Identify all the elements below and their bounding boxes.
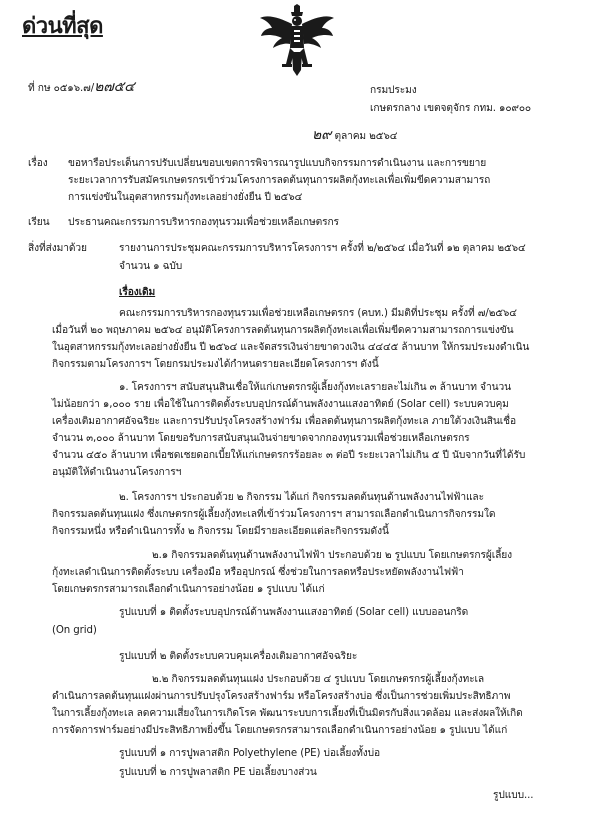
- date-month-year: ตุลาคม ๒๕๖๔: [334, 131, 398, 142]
- subject-line: การแข่งขันในอุตสาหกรรมกุ้งทะเลอย่างยั่งยืน ปี ๒๕๖๔: [68, 192, 303, 203]
- body-line: อนุมัติให้ดำเนินงานโครงการฯ: [52, 467, 182, 478]
- enclosure-line: รายงานการประชุมคณะกรรมการบริหารโครงการฯ ครั้งที่ ๒/๒๕๖๔ เมื่อวันที่ ๑๒ ตุลาคม ๒๕๖๔: [119, 243, 526, 254]
- body-line: ๒.๑ กิจกรรมลดต้นทุนด้านพลังงานไฟฟ้า ประกอบด้วย ๒ รูปแบบ โดยเกษตรกรผู้เลี้ยง: [152, 550, 512, 561]
- body-line: รูปแบบที่ ๒ ติดตั้งระบบควบคุมเครื่องเติมอากาศอัจฉริยะ: [119, 651, 358, 662]
- body-line: เมื่อวันที่ ๒๐ พฤษภาคม ๒๕๖๔ อนุมัติโครงการลดต้นทุนการผลิตกุ้งทะเลเพื่อเพิ่มขีดความสามารถการแข่งขัน: [52, 325, 514, 336]
- body-line: การจัดการฟาร์มอย่างมีประสิทธิภาพยิ่งขึ้น โดยเกษตรกรสามารถเลือกดำเนินการอย่างน้อย ๑ รูปแบบ ได้แก่: [52, 725, 508, 736]
- garuda-emblem: [258, 4, 336, 76]
- body-line: ในอุตสาหกรรมกุ้งทะเลอย่างยั่งยืน ปี ๒๕๖๔ และจัดสรรเงินจ่ายขาดวงเงิน ๔๔๔๕ ล้านบาท ให้กรมประมงดำเนิน: [52, 342, 530, 353]
- document-number: [28, 76, 135, 98]
- body-line: ไม่น้อยกว่า ๑,๐๐๐ ราย เพื่อใช้ในการติดตั้งระบบอุปกรณ์ด้านพลังงานแสงอาทิตย์ (Solar cell) ระบบควบคุม: [52, 399, 509, 410]
- body-line: จำนวน ๔๕๐ ล้านบาท เพื่อชดเชยดอกเบี้ยให้แก่เกษตรกรร้อยละ ๓ ต่อปี ระยะเวลาไม่เกิน ๕ ปี นับจากวันที่ได้รับ: [52, 450, 526, 461]
- section-heading: เรื่องเดิม: [119, 287, 156, 298]
- subject-label: เรื่อง: [28, 158, 48, 169]
- subject-line: ขอหารือประเด็นการปรับเปลี่ยนขอบเขตการพิจารณารูปแบบกิจกรรมการดำเนินงาน และการขยาย: [68, 158, 487, 169]
- urgency-mark: ด่วนที่สุด: [22, 14, 103, 39]
- office-address: เกษตรกลาง เขตจตุจักร กทม. ๑๐๙๐๐: [370, 103, 532, 114]
- body-line: ดำเนินการลดต้นทุนแฝงผ่านการปรับปรุงโครงสร้างฟาร์ม หรือโครงสร้างบ่อ ซึ่งเป็นการช่วยเพิ่มประสิทธิภาพ: [52, 691, 511, 702]
- body-line: คณะกรรมการบริหารกองทุนรวมเพื่อช่วยเหลือเกษตรกร (คบท.) มีมติที่ประชุม ครั้งที่ ๗/๒๕๖๔: [119, 308, 517, 319]
- body-line: ๒. โครงการฯ ประกอบด้วย ๒ กิจกรรม ได้แก่ กิจกรรมลดต้นทุนด้านพลังงานไฟฟ้าและ: [119, 492, 484, 503]
- body-line: ในการเลี้ยงกุ้งทะเล ลดความเสี่ยงในการเกิดโรค พัฒนาระบบการเลี้ยงที่เป็นมิตรกับสิ่งแวดล้อม และส่งผลให้เกิด: [52, 708, 523, 719]
- body-line: รูปแบบที่ ๑ การปูพลาสติก Polyethylene (PE) บ่อเลี้ยงทั้งบ่อ: [119, 748, 381, 759]
- body-line: ๒.๒ กิจกรรมลดต้นทุนแฝง ประกอบด้วย ๔ รูปแบบ โดยเกษตรกรผู้เลี้ยงกุ้งทะเล: [152, 674, 485, 685]
- document-number-label: ที่ กษ ๐๕๑๖.๗/: [28, 83, 95, 94]
- body-line: เครื่องเติมอากาศอัจฉริยะ และการปรับปรุงโครงสร้างฟาร์ม เพื่อลดต้นทุนการผลิตกุ้งทะเล ภายใต้วงเงินสินเชื่อ: [52, 416, 517, 427]
- enclosure-label: สิ่งที่ส่งมาด้วย: [28, 243, 87, 254]
- body-line: กุ้งทะเลดำเนินการติดตั้งระบบ เครื่องมือ หรืออุปกรณ์ ซึ่งช่วยในการลดหรือประหยัดพลังงานไฟฟ้า: [52, 567, 464, 578]
- enclosure-line: จำนวน ๑ ฉบับ: [119, 261, 183, 272]
- recipient-text: ประธานคณะกรรมการบริหารกองทุนรวมเพื่อช่วยเหลือเกษตรกร: [68, 217, 339, 228]
- date-day-handwritten: ๒๙: [312, 127, 332, 143]
- body-line: จำนวน ๓,๐๐๐ ล้านบาท โดยขอรับการสนับสนุนเงินจ่ายขาดจากกองทุนรวมเพื่อช่วยเหลือเกษตรกร: [52, 433, 470, 444]
- document-date: [312, 124, 397, 146]
- body-line: รูปแบบที่ ๑ ติดตั้งระบบอุปกรณ์ด้านพลังงานแสงอาทิตย์ (Solar cell) แบบออนกริด: [119, 607, 469, 618]
- document-number-handwritten: ๒๗๕๔: [94, 79, 135, 95]
- recipient-label: เรียน: [28, 217, 50, 228]
- body-line: กิจกรรมลดต้นทุนแฝง ซึ่งเกษตรกรผู้เลี้ยงกุ้งทะเลที่เข้าร่วมโครงการฯ สามารถเลือกดำเนินการกิจกรรมใด: [52, 509, 496, 520]
- body-line: กิจกรรมตามโครงการฯ โดยกรมประมงได้กำหนดรายละเอียดโครงการฯ ดังนี้: [52, 359, 379, 370]
- continuation-marker: รูปแบบ...: [493, 790, 534, 801]
- body-line: รูปแบบที่ ๒ การปูพลาสติก PE บ่อเลี้ยงบางส่วน: [119, 767, 317, 778]
- body-line: กิจกรรมหนึ่ง หรือดำเนินการทั้ง ๒ กิจกรรม โดยมีรายละเอียดแต่ละกิจกรรมดังนี้: [52, 526, 389, 537]
- office-name: กรมประมง: [370, 85, 417, 96]
- body-line: ๑. โครงการฯ สนับสนุนสินเชื่อให้แก่เกษตรกรผู้เลี้ยงกุ้งทะเลรายละไม่เกิน ๓ ล้านบาท จำนวน: [119, 382, 511, 393]
- body-line: (On grid): [52, 625, 97, 636]
- body-line: โดยเกษตรกรสามารถเลือกดำเนินการอย่างน้อย ๑ รูปแบบ ได้แก่: [52, 584, 325, 595]
- subject-line: ระยะเวลาการรับสมัครเกษตรกรเข้าร่วมโครงการลดต้นทุนการผลิตกุ้งทะเลเพื่อเพิ่มขีดความสามารถ: [68, 175, 491, 186]
